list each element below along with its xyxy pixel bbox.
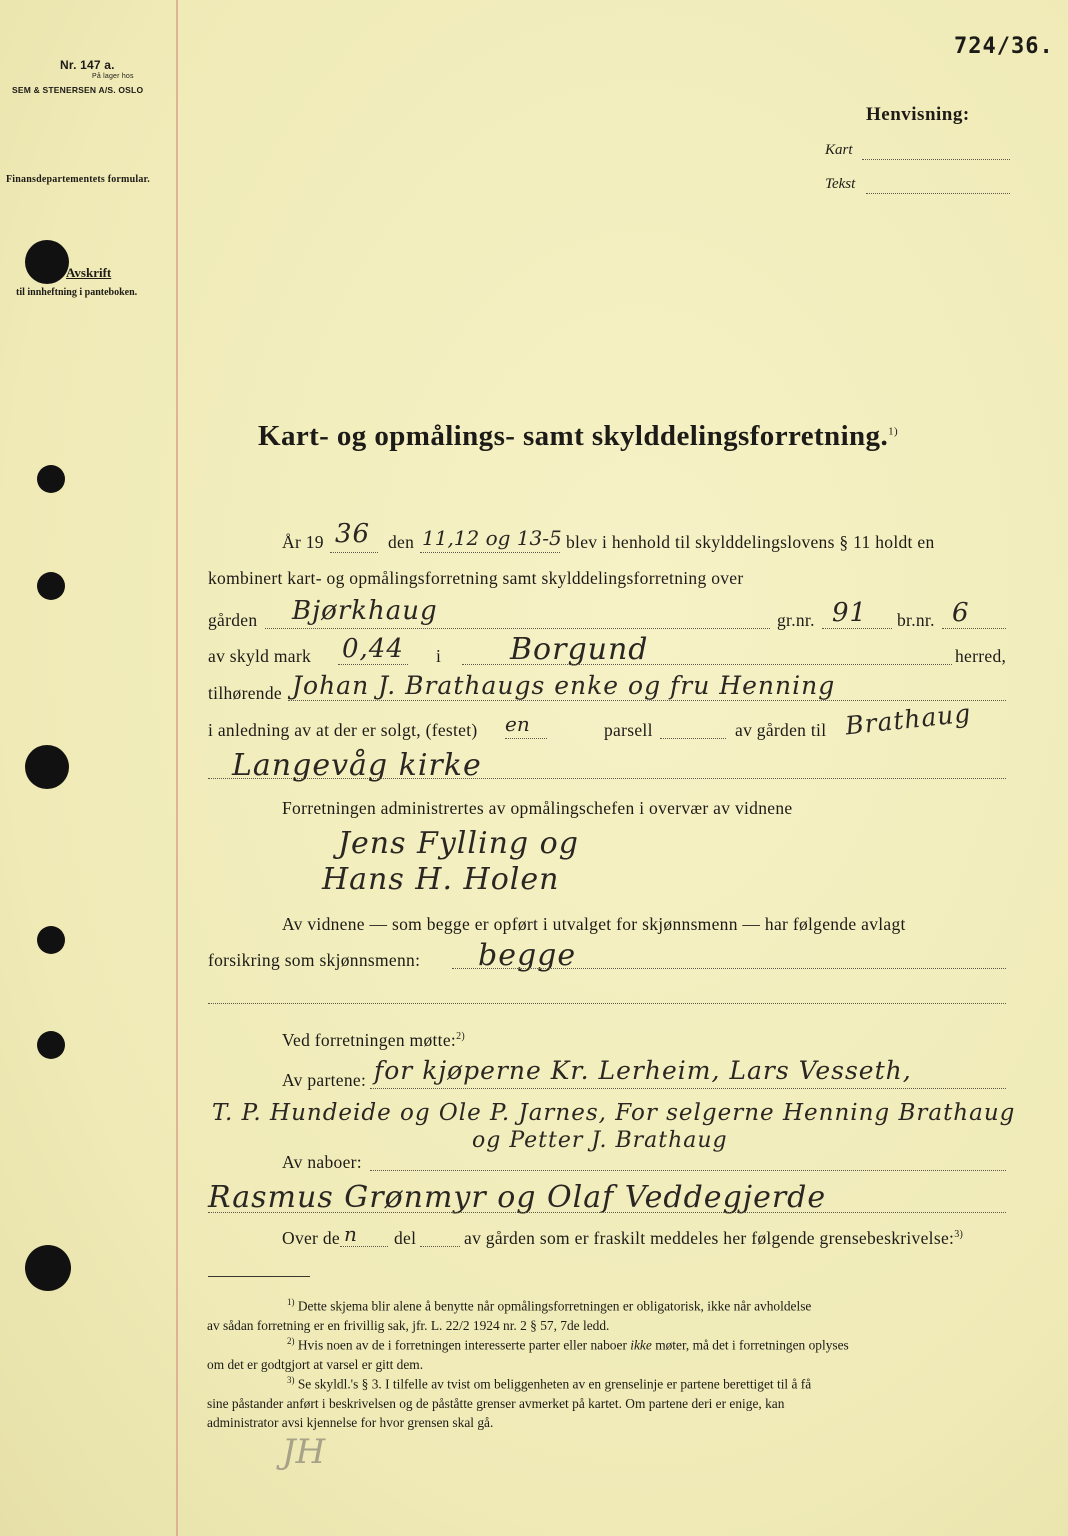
oath-handwritten: begge [478, 938, 577, 973]
form-number: Nr. 147 a. [60, 58, 115, 72]
footnote-2-line-b: om det er godtgjort at varsel er gitt dem. [207, 1356, 424, 1372]
oath-line1: Av vidnene — som begge er opført i utvalget for skjønnsmenn — har følgende avlagt [282, 914, 906, 934]
attended-label [282, 1030, 465, 1051]
punch-hole [37, 465, 65, 493]
grnr-label: gr.nr. [777, 610, 815, 630]
attended-footnote-ref: 2) [456, 1031, 466, 1043]
parties-handwritten-2: T. P. Hundeide og Ole P. Jarnes, For selgerne Henning Brathaug [212, 1100, 1016, 1126]
farm-name-handwritten: Bjørkhaug [292, 596, 438, 626]
footnote-2-number: 2) [287, 1336, 295, 1346]
date-line [420, 552, 560, 553]
farm-label: gården [208, 610, 258, 630]
buyer-handwritten: Langevåg kirke [232, 748, 482, 783]
title-text: Kart- og opmålings- samt skylddelingsforretning. [258, 420, 889, 452]
reference-map-line [862, 159, 1010, 160]
footnote-1-number: 1) [287, 1297, 295, 1307]
footnote-2 [207, 1332, 1007, 1374]
punch-hole [37, 926, 65, 954]
neighbors-blank-line [208, 1212, 1006, 1213]
reference-text: Tekst [825, 176, 856, 192]
punch-hole [25, 1245, 71, 1291]
footnote-2-line-a-pre: Hvis noen av de i forretningen interesserte parter eller naboer [297, 1337, 627, 1353]
boundary-footnote-ref: 3) [954, 1229, 964, 1241]
farm-line [265, 628, 770, 629]
del-label: del [394, 1228, 417, 1248]
administered-label: Forretningen administrertes av opmålingschefen i overvær av vidnene [282, 798, 793, 818]
parties-label: Av partene: [282, 1070, 367, 1090]
printer-line2: SEM & STENERSEN A/S. OSLO [12, 85, 144, 95]
case-number: 724/36. [954, 34, 1054, 59]
reference-label: Henvisning: [866, 104, 970, 125]
neighbors-handwritten: Rasmus Grønmyr og Olaf Veddegjerde [208, 1180, 827, 1215]
line2-text: kombinert kart- og opmålingsforretning samt skylddelingsforretning over [208, 568, 744, 588]
ministry-label: Finansdepartementets formular. [6, 174, 150, 185]
footnote-3 [207, 1371, 1007, 1433]
footnote-1-line-b: av sådan forretning er en frivillig sak, jfr. L. 22/2 1924 nr. 2 § 57, 7de ledd. [207, 1317, 610, 1333]
witness2-handwritten: Hans H. Holen [322, 862, 560, 897]
footnote-3-line-c: administrator avsi kjennelse for hvor grensen skal gå. [207, 1415, 494, 1431]
buyer-line [208, 778, 1006, 779]
municipality-line [462, 664, 952, 665]
herred-label: herred, [955, 646, 1007, 666]
witness1-handwritten: Jens Fylling og [338, 826, 579, 861]
parties-handwritten-1: for kjøperne Kr. Lerheim, Lars Vesseth, [374, 1056, 912, 1085]
boundary-text: av gården som er fraskilt meddeles her følgende grensebeskrivelse: [464, 1228, 955, 1248]
punch-hole [25, 745, 69, 789]
owner-handwritten: Johan J. Brathaugs enke og fru Henning [292, 671, 836, 700]
grnr-line [822, 628, 892, 629]
reference-text-line [866, 193, 1010, 194]
grnr-handwritten: 91 [832, 598, 868, 628]
document-title [258, 420, 898, 453]
printer-line1: På lager hos [92, 73, 134, 80]
oath-blank-line [208, 1003, 1006, 1004]
over-label: Over de [282, 1228, 340, 1248]
neighbors-label: Av naboer: [282, 1152, 362, 1172]
skyld-handwritten: 0,44 [342, 634, 404, 664]
punch-hole [37, 572, 65, 600]
copy-label: Avskrift [66, 265, 112, 280]
line-year-label: År 19 [282, 532, 324, 552]
footnote-3-line-a: Se skyldl.'s § 3. I tilfelle av tvist om beliggenheten av en grenselinje er partene berettiget til å få [297, 1376, 812, 1392]
year-handwritten: 36 [335, 519, 371, 549]
oath-label: forsikring som skjønnsmenn: [208, 950, 421, 970]
margin-rule [176, 0, 178, 1536]
attended-text: Ved forretningen møtte: [282, 1030, 457, 1050]
brnr-label: br.nr. [897, 610, 935, 630]
footnote-rule [208, 1276, 310, 1277]
punch-hole [25, 240, 69, 284]
over-line [340, 1246, 388, 1247]
brnr-line [942, 628, 1006, 629]
av-garden-til-label: av gården til [735, 720, 827, 740]
skyld-label: av skyld mark [208, 646, 312, 666]
del-line [420, 1246, 460, 1247]
oath-line [452, 968, 1006, 969]
owner-line [288, 700, 1006, 701]
municipality-handwritten: Borgund [510, 632, 649, 667]
parsell-line [660, 738, 726, 739]
date-label: den [388, 532, 415, 552]
footnote-2-ikke: ikke [630, 1337, 652, 1353]
boundary-label [464, 1228, 963, 1249]
footnote-2-line-a-post: møter, må det i forretningen oplyses [655, 1337, 849, 1353]
parsell-label: parsell [604, 720, 653, 740]
neighbors-line [370, 1170, 1006, 1171]
line1-text: blev i henhold til skylddelingslovens § 11 holdt en [566, 532, 935, 552]
owner-label: tilhørende [208, 683, 282, 703]
footnote-3-line-b: sine påstander anført i beskrivelsen og de påståtte grenser avmerket på kartet. Om partene deri er enige, kan [207, 1395, 785, 1411]
footnote-1-line-a: Dette skjema blir alene å benytte når opmålingsforretningen er obligatorisk, ikke når avholdelse [297, 1298, 812, 1314]
brnr-handwritten: 6 [952, 598, 970, 628]
year-line [330, 552, 378, 553]
footnote-1 [207, 1293, 1007, 1335]
anledning-line [505, 738, 547, 739]
over-handwritten: n [344, 1222, 357, 1246]
anledning-label: i anledning av at der er solgt, (festet) [208, 720, 478, 740]
parties-handwritten-3: og Petter J. Brathaug [472, 1128, 728, 1153]
footnote-3-number: 3) [287, 1375, 295, 1385]
initials-handwritten: JH [282, 1432, 326, 1472]
owner-handwritten-2: Brathaug [843, 698, 973, 741]
punch-hole [37, 1031, 65, 1059]
copy-sub: til innheftning i panteboken. [16, 287, 138, 298]
date-handwritten: 11,12 og 13-5 [422, 526, 562, 550]
title-footnote-ref: 1) [888, 425, 899, 438]
reference-map: Kart [825, 142, 853, 158]
parties-line [370, 1088, 1006, 1089]
anledning-handwritten: en [505, 712, 530, 736]
skyld-line [338, 664, 408, 665]
i-label: i [436, 646, 442, 666]
